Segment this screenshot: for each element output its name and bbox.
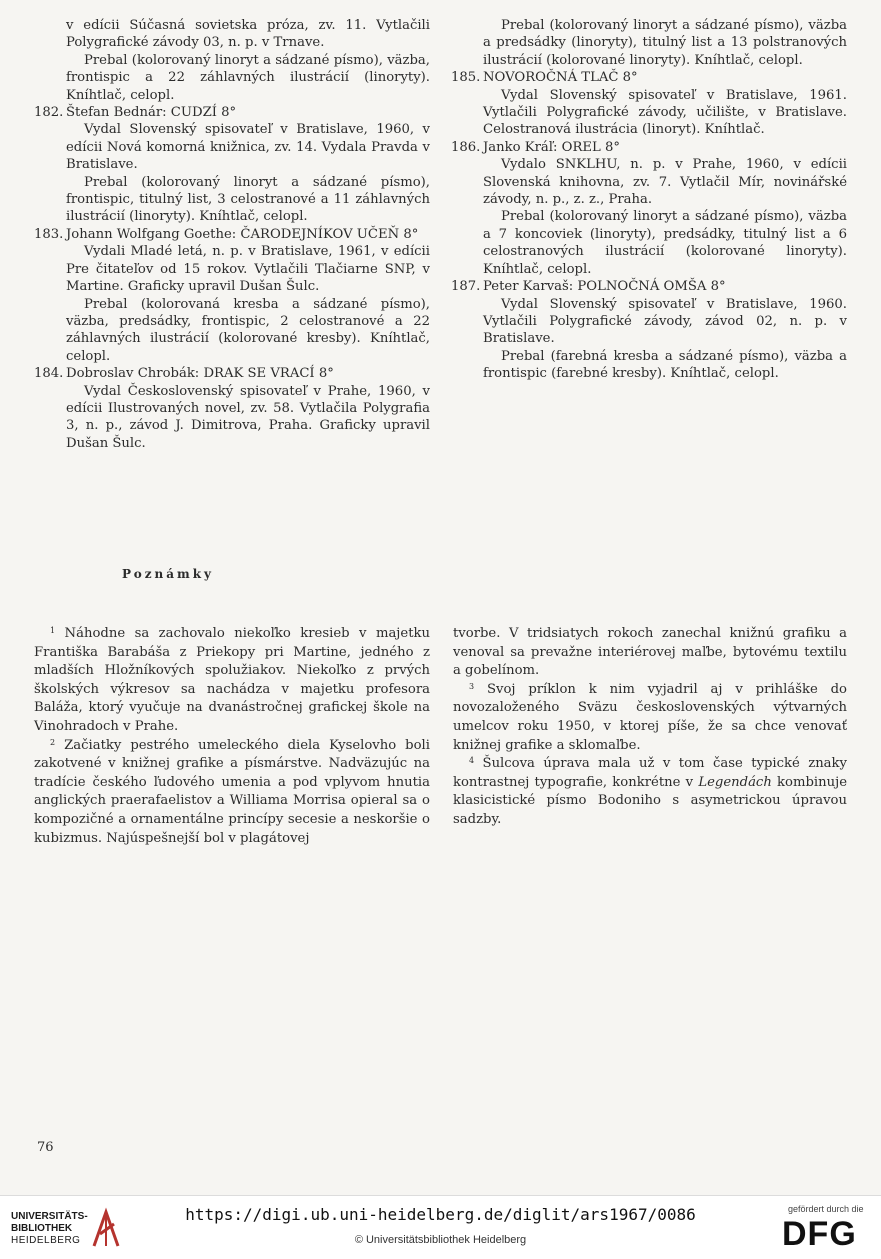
catalog-entry-183	[34, 226, 430, 365]
footnote-2-continued: tvorbe. V tridsiatych rokoch zanechal knižnú grafiku a venoval sa prevažne interiérovej maľbe, bytovému textilu a gobelínom.	[453, 626, 847, 679]
footnote-text: kombinuje klasicistické písmo Bodoniho s asymetrickou úpravou sadzby.	[453, 774, 848, 827]
page-number: 76	[37, 1140, 54, 1155]
footnote-text: Svoj príklon k nim vyjadril aj v prihláške do novozaloženého Sväzu československých výtvarných umelcov roku 1950, v ktorej píše, že sa chce venovať knižnej grafike a sklomaľbe.	[453, 681, 847, 753]
entry-paragraph: Prebal (kolorovaný linoryt a sádzané písmo), frontispic, titulný list, 3 celostranové a 11 záhlavných ilustrácií (linoryty). Kníhtlač, celopl.	[66, 174, 430, 225]
footnote-italic-title: Legendách	[698, 774, 772, 790]
right-catalog-column	[451, 17, 847, 383]
entry-paragraph: Vydali Mladé letá, n. p. v Bratislave, 1961, v edícii Pre čitateľov od 15 rokov. Vytlačili Tlačiarne SNP, v Martine. Graficky upravil Dušan Šulc.	[66, 244, 430, 295]
footnote-text: Šulcova úprava mala už v tom čase typické znaky kontrastnej typografie, konkrétne v	[453, 756, 847, 790]
library-name-line: BIBLIOTHEK	[11, 1223, 73, 1234]
entry-title: Johann Wolfgang Goethe: ČARODEJNÍKOV UČEŇ 8°	[66, 226, 419, 242]
notes-left-column	[34, 625, 430, 848]
viewer-footer	[0, 1195, 881, 1259]
entry-number: 186.	[451, 139, 481, 155]
entry-title: Peter Karvaš: POLNOČNÁ OMŠA 8°	[483, 279, 726, 295]
entry-paragraph: Vydal Slovenský spisovateľ v Bratislave, 1960. Vytlačili Polygrafické závody, závod 02, n. p. v Bratislave.	[483, 296, 847, 347]
footnote-1	[34, 625, 430, 737]
notes-right-column	[453, 625, 847, 830]
footnote-mark: 4	[469, 756, 475, 766]
footnote-text: Náhodne sa zachovalo niekoľko kresieb v majetku Františka Barabáša z Priekopy pri Martine, jedného z mladších Hložníkových spolužiakov. Niekoľko z prvých školských výkresov sa nachádza v majetku profesora Baláža, ktorý vyučuje na dvanástročnej grafickej škole na Vinohradoch v Prahe.	[34, 626, 430, 734]
continued-entry-text: v edícii Súčasná sovietska próza, zv. 11. Vytlačili Polygrafické závody 03, n. p. v Trnave.	[66, 18, 430, 51]
entry-paragraph: Vydalo SNKLHU, n. p. v Prahe, 1960, v edícii Slovenská knihovna, zv. 7. Vytlačil Mír, novinářské závody, n. p., z. z., Praha.	[483, 157, 847, 208]
left-catalog-column	[34, 17, 430, 452]
catalog-entry-185	[451, 69, 847, 139]
entry-paragraph: Vydal Slovenský spisovateľ v Bratislave, 1961. Vytlačili Polygrafické závody, učilište, v Bratislave. Celostranová ilustrácia (linoryt). Kníhtlač.	[483, 87, 847, 138]
library-name-line: UNIVERSITÄTS-	[11, 1211, 88, 1222]
footnote-mark: 3	[469, 681, 475, 691]
footnote-4	[453, 755, 847, 829]
footnote-mark: 2	[50, 737, 56, 747]
entry-number: 183.	[34, 226, 64, 242]
entry-title: Janko Kráľ: OREL 8°	[483, 139, 620, 155]
entry-number: 182.	[34, 105, 64, 121]
catalog-entry-186	[451, 139, 847, 278]
catalog-entry-187	[451, 278, 847, 382]
continued-entry-text: Prebal (kolorovaný linoryt a sádzané písmo), väzba, frontispic a 22 záhlavných ilustrácií (linoryty). Kníhtlač, celopl.	[66, 52, 430, 103]
footnote-2	[34, 737, 430, 849]
entry-title: Dobroslav Chrobák: DRAK SE VRACÍ 8°	[66, 366, 334, 382]
entry-number: 187.	[451, 279, 481, 295]
dfg-logo[interactable]: DFG	[782, 1215, 857, 1253]
funding-label: gefördert durch die	[788, 1204, 864, 1214]
entry-paragraph: Prebal (kolorovaný linoryt a sádzané písmo), väzba a 7 koncoviek (linoryty), predsádky, titulný list a 6 celostranových ilustrácií (kolorované linoryty). Kníhtlač, celopl.	[483, 209, 847, 277]
entry-number: 184.	[34, 366, 64, 382]
entry-number: 185.	[451, 70, 481, 86]
footnote-text: Začiatky pestrého umeleckého diela Kyselovho boli zakotvené v knižnej grafike a písmárstve. Nadväzujúc na tradície českého ľudového umenia a pod vplyvom hnutia anglických praerafaelistov a Williama Morrisa opieral sa o kompozičné a ornamentálne princípy secesie a neskoršie o kubizmus. Najúspešnejší bol v plagátovej	[34, 737, 430, 846]
entry-paragraph: Prebal (kolorovaná kresba a sádzané písmo), väzba, predsádky, frontispic, 2 celostranové a 22 záhlavných ilustrácií (kolorované kresby). Kníhtlač, celopl.	[66, 296, 430, 364]
notes-heading: Poznámky	[122, 567, 215, 581]
entry-paragraph: Prebal (farebná kresba a sádzané písmo), väzba a frontispic (farebné kresby). Kníhtlač, celopl.	[483, 348, 847, 382]
copyright-text: © Universitätsbibliothek Heidelberg	[354, 1234, 527, 1246]
footnote-3	[453, 681, 847, 755]
entry-title: NOVOROČNÁ TLAČ 8°	[483, 70, 638, 86]
entry-title: Štefan Bednár: CUDZÍ 8°	[66, 105, 237, 121]
continued-entry-text: Prebal (kolorovaný linoryt a sádzané písmo), väzba a predsádky (linoryty), titulný list a 13 polstranových ilustrácií (kolorované linoryty). Kníhtlač, celopl.	[483, 18, 847, 68]
entry-paragraph: Vydal Slovenský spisovateľ v Bratislave, 1960, v edícii Nová komorná knižnica, zv. 14. Vydala Pravda v Bratislave.	[66, 122, 430, 173]
library-name-line: HEIDELBERG	[11, 1235, 81, 1246]
catalog-entry-182	[34, 104, 430, 226]
page-url-link[interactable]: https://digi.ub.uni-heidelberg.de/diglit/ars1967/0086	[185, 1205, 696, 1224]
footnote-mark: 1	[50, 626, 56, 635]
catalog-entry-184	[34, 365, 430, 452]
entry-paragraph: Vydal Československý spisovateľ v Prahe, 1960, v edícii Ilustrovaných novel, zv. 58. Vytlačila Polygrafia 3, n. p., závod J. Dimitrova, Praha. Graficky upravil Dušan Šulc.	[66, 383, 430, 451]
